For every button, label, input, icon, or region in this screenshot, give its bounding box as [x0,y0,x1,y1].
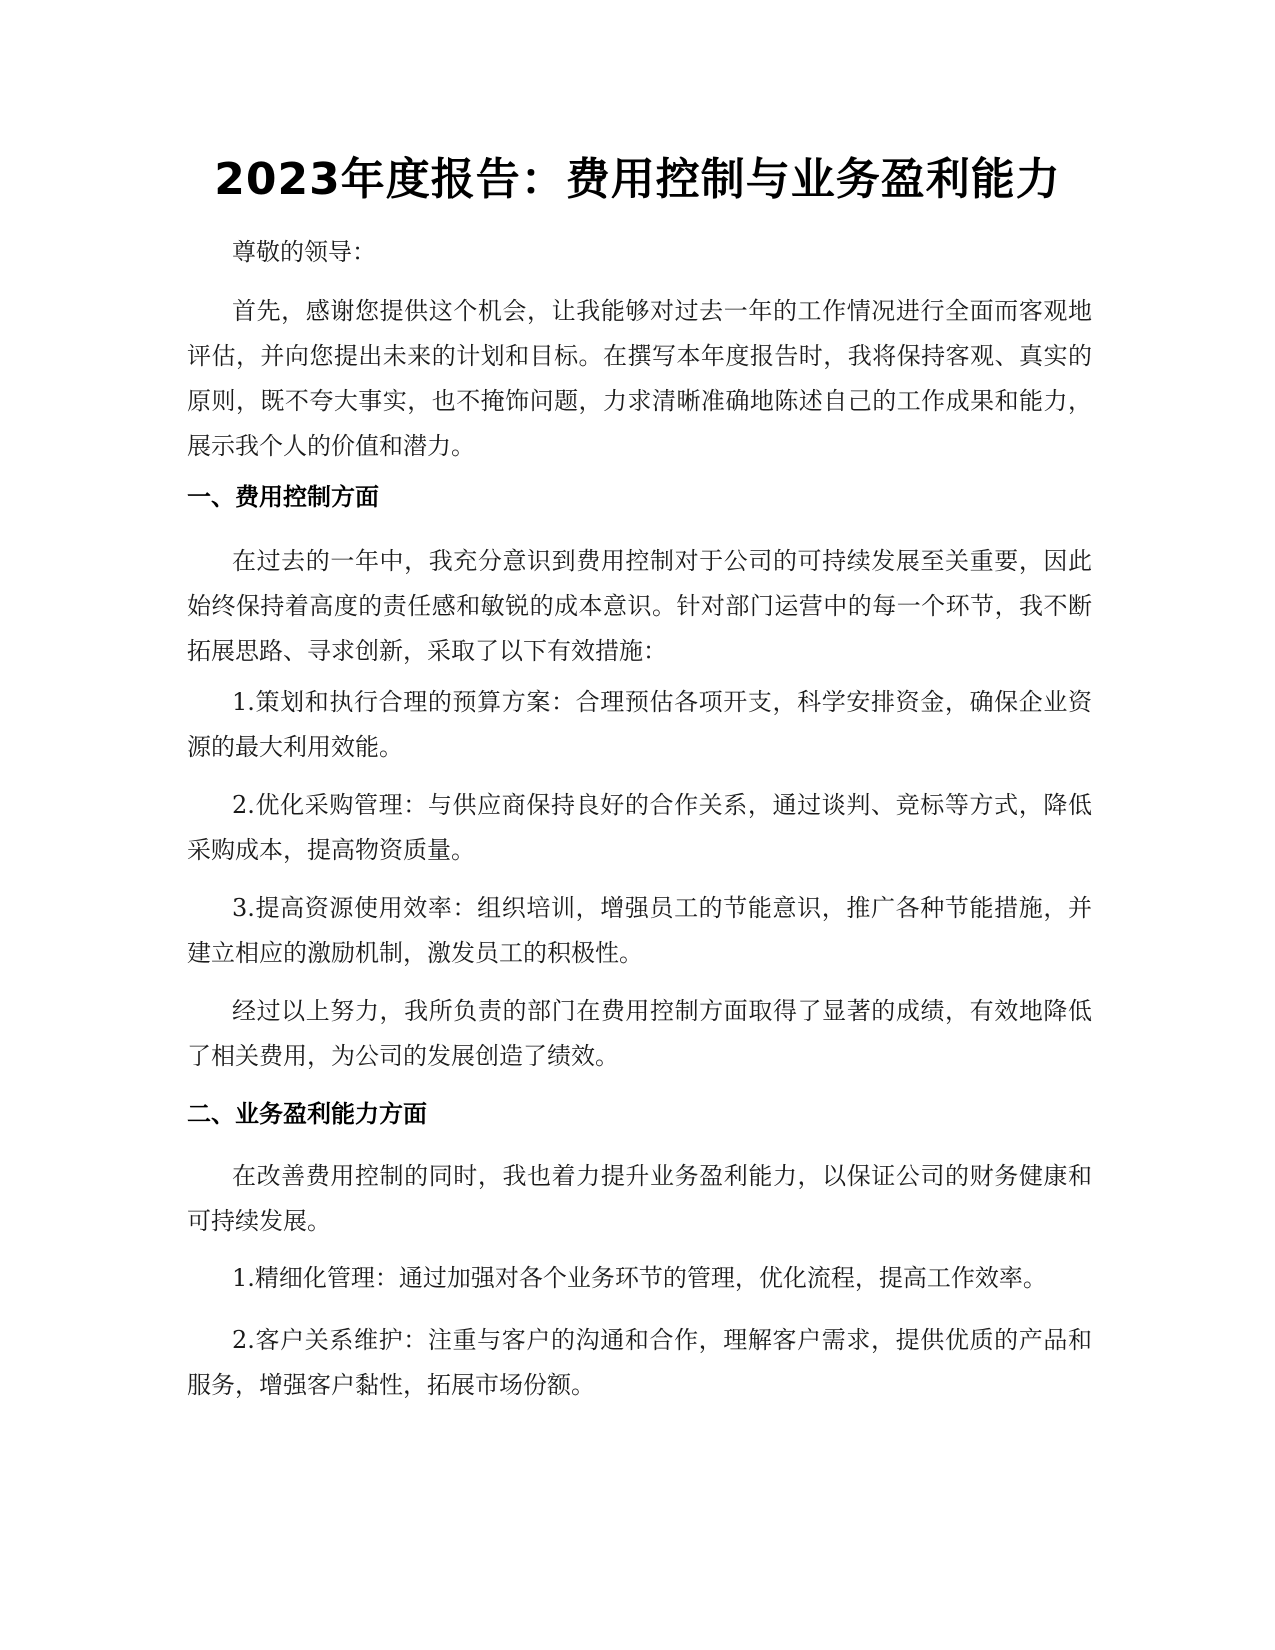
section-2-intro: 在改善费用控制的同时，我也着力提升业务盈利能力，以保证公司的财务健康和可持续发展。 [187,1162,1092,1235]
section-2-heading: 二、业务盈利能力方面 [187,1100,427,1128]
section-1-item-2: 2.优化采购管理：与供应商保持良好的合作关系，通过谈判、竞标等方式，降低采购成本，提高物资质量。 [187,791,1092,864]
intro-paragraph: 首先，感谢您提供这个机会，让我能够对过去一年的工作情况进行全面而客观地评估，并向您提出未来的计划和目标。在撰写本年度报告时，我将保持客观、真实的原则，既不夸大事实，也不掩饰问题，力求清晰准确地陈述自己的工作成果和能力，展示我个人的价值和潜力。 [187,297,1092,460]
salutation: 尊敬的领导： [232,238,376,266]
section-1-item-1: 1.策划和执行合理的预算方案：合理预估各项开支，科学安排资金，确保企业资源的最大利用效能。 [187,688,1092,761]
section-2-item-2: 2.客户关系维护：注重与客户的沟通和合作，理解客户需求，提供优质的产品和服务，增强客户黏性，拓展市场份额。 [187,1326,1092,1399]
section-1-heading: 一、费用控制方面 [187,483,379,511]
section-1-item-3: 3.提高资源使用效率：组织培训，增强员工的节能意识，推广各种节能措施，并建立相应的激励机制，激发员工的积极性。 [187,894,1092,967]
section-1-conclusion: 经过以上努力，我所负责的部门在费用控制方面取得了显著的成绩，有效地降低了相关费用，为公司的发展创造了绩效。 [187,997,1092,1070]
section-2-item-1: 1.精细化管理：通过加强对各个业务环节的管理，优化流程，提高工作效率。 [232,1264,1047,1292]
section-1-intro: 在过去的一年中，我充分意识到费用控制对于公司的可持续发展至关重要，因此始终保持着高度的责任感和敏锐的成本意识。针对部门运营中的每一个环节，我不断拓展思路、寻求创新，采取了以下有效措施： [187,547,1092,665]
document-title: 2023年度报告：费用控制与业务盈利能力 [214,154,1061,205]
